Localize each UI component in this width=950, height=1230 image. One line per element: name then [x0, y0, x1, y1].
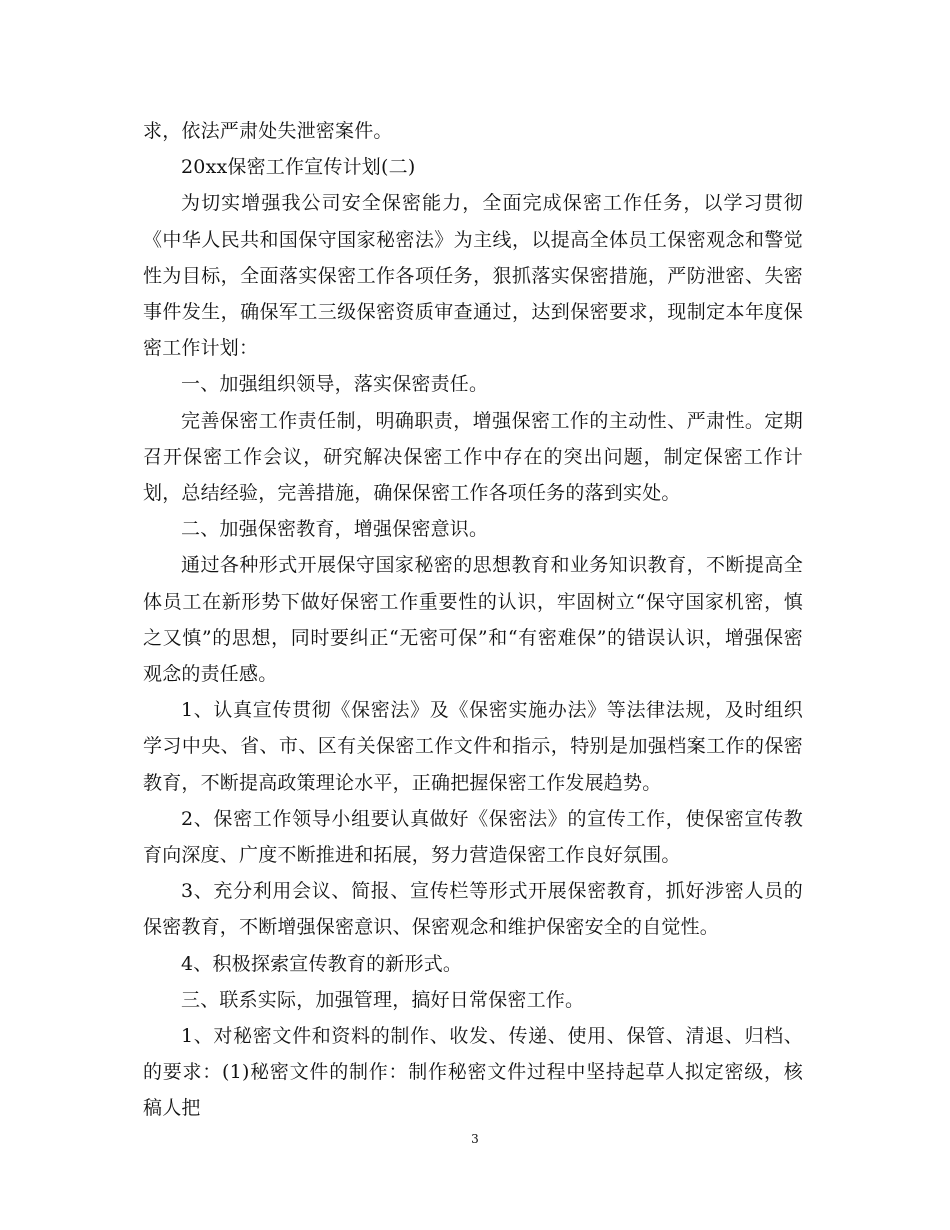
paragraph-3: 为切实增强我公司安全保密能力，全面完成保密工作任务，以学习贯彻《中华人民共和国保守国家秘密法》为主线，以提高全体员工保密观念和警觉性为目标，全面落实保密工作各项任务，狠抓落实保密措施，严防泄密、失密事件发生，确保军工三级保密资质审查通过，达到保密要求，现制定本年度保密工作计划：: [143, 192, 803, 360]
paragraph-1: 求，依法严肃处失泄密案件。: [143, 120, 393, 142]
paragraph-7: 通过各种形式开展保守国家秘密的思想教育和业务知识教育，不断提高全体员工在新形势下做好保密工作重要性的认识，牢固树立“保守国家机密，慎之又慎”的思想，同时要纠正“无密可保”和“有密难保”的错误认识，增强保密观念的责任感。: [143, 554, 803, 686]
paragraph-2-heading: 20xx保密工作宣传计划(二): [181, 156, 416, 179]
page-number: 3: [471, 1132, 479, 1146]
paragraph-10-item: 3、充分利用会议、简报、宣传栏等形式开展保密教育，抓好涉密人员的保密教育，不断增强保密意识、保密观念和维护保密安全的自觉性。: [143, 880, 803, 939]
paragraph-4-section: 一、加强组织领导，落实保密责任。: [181, 373, 489, 396]
paragraph-9-item: 2、保密工作领导小组要认真做好《保密法》的宣传工作，使保密宣传教育向深度、广度不断推进和拓展，努力营造保密工作良好氛围。: [143, 807, 803, 867]
paragraph-8-item: 1、认真宣传贯彻《保密法》及《保密实施办法》等法律法规，及时组织学习中央、省、市、区有关保密工作文件和指示，特别是加强档案工作的保密教育，不断提高政策理论水平，正确把握保密工作发展趋势。: [143, 699, 803, 794]
paragraph-11-item: 4、积极探索宣传教育的新形式。: [181, 952, 463, 975]
paragraph-5: 完善保密工作责任制，明确职责，增强保密工作的主动性、严肃性。定期召开保密工作会议，研究解决保密工作中存在的突出问题，制定保密工作计划，总结经验，完善措施，确保保密工作各项任务的落到实处。: [143, 409, 803, 505]
paragraph-13-item: 1、对秘密文件和资料的制作、收发、传递、使用、保管、清退、归档、的要求：(1)秘密文件的制作：制作秘密文件过程中坚持起草人拟定密级，核稿人把: [143, 1025, 803, 1120]
paragraph-6-section: 二、加强保密教育，增强保密意识。: [181, 518, 489, 541]
body-text: [143, 113, 803, 1127]
paragraph-12-section: 三、联系实际，加强管理，搞好日常保密工作。: [181, 988, 585, 1011]
